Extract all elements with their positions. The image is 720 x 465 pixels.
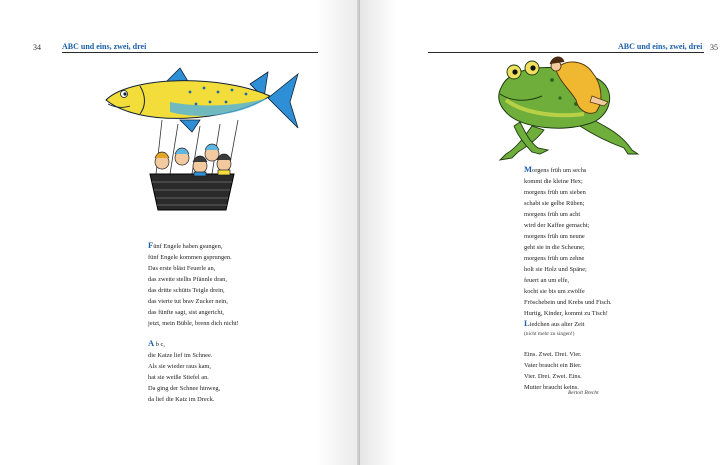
poem-line: da lief die Katz im Dreck. xyxy=(148,396,215,403)
page-number: 34 xyxy=(33,43,41,52)
poem-line: die Katze lief im Schnee. xyxy=(148,352,213,359)
poem-line: kocht sie bis um zwölfe xyxy=(524,288,585,295)
poem-line: das vierte tut brav Zucker nein, xyxy=(148,298,228,305)
poem-line: Da ging der Schnee hinweg, xyxy=(148,385,221,392)
poem-line: das fünfte sagt, sist angericht, xyxy=(148,309,224,316)
poem-line: Eins. Zwei. Drei. Vier. xyxy=(524,351,582,358)
page-number: 35 xyxy=(710,43,718,52)
poem-line: geht sie in die Scheune; xyxy=(524,244,585,251)
poem-line: wird der Kaffee gemacht; xyxy=(524,222,590,229)
dropcap: L xyxy=(524,318,530,328)
poem-line: morgens früh um neune xyxy=(524,233,585,240)
dropcap: F xyxy=(148,240,154,250)
poem-line: das zweite stellts Pfännle dran, xyxy=(148,276,227,283)
poem-subtitle: (nicht mehr zu singen!) xyxy=(524,331,575,337)
poem-line: fünf Engele kommen gsprungen. xyxy=(148,254,232,261)
poem-first-line: Fünf Engele haben gsungen, xyxy=(148,240,223,250)
poem-line: das dritte schütts Teigle drein, xyxy=(148,287,225,294)
poem-line: Das erste bläst Feuerle an, xyxy=(148,265,216,272)
right-page xyxy=(360,0,720,465)
poem-fuenf-engele xyxy=(148,240,239,329)
stanza-spacer xyxy=(524,339,585,349)
header-rule xyxy=(428,52,704,53)
dropcap: A xyxy=(148,338,155,348)
poem-abc xyxy=(148,338,220,405)
poem-author: Bertolt Brecht xyxy=(568,390,599,396)
poem-title: Liedchen aus alter Zeit xyxy=(524,318,585,328)
frog-witch-illustration xyxy=(492,56,642,164)
poem-line: Hurtig, Kinder, kommt zu Tisch! xyxy=(524,310,608,317)
fish-balloon-illustration xyxy=(100,62,300,222)
poem-line: morgens früh um zehne xyxy=(524,255,585,262)
header-rule xyxy=(62,52,318,53)
poem-line: morgens früh um acht xyxy=(524,211,581,218)
poem-line: Vier. Drei. Zwei. Eins. xyxy=(524,373,582,380)
poem-line: hat sie weiße Stiefel an. xyxy=(148,374,209,381)
poem-first-line: Morgens früh um sechs xyxy=(524,164,587,174)
poem-hex xyxy=(524,164,612,319)
poem-first-line: A b c, xyxy=(148,338,165,348)
poem-line: Fröschebein und Krebs und Fisch. xyxy=(524,299,612,306)
poem-liedchen xyxy=(524,318,585,393)
running-head: ABC und eins, zwei, drei xyxy=(62,42,147,51)
poem-line: holt sie Holz und Späne; xyxy=(524,266,587,273)
running-head: ABC und eins, zwei, drei xyxy=(618,42,703,51)
poem-line: Vater braucht ein Bier. xyxy=(524,362,582,369)
poem-line: Als sie wieder raus kam, xyxy=(148,363,212,370)
dropcap: M xyxy=(524,164,533,174)
poem-line: feuert an um elfe, xyxy=(524,277,570,284)
poem-line: schabt sie gelbe Rüben; xyxy=(524,200,585,207)
poem-line: jetzt, mein Büble, brenn dich nicht! xyxy=(148,320,239,327)
poem-line: kommt die kleine Hex; xyxy=(524,178,583,185)
poem-line: Mutter braucht keins. xyxy=(524,384,579,391)
poem-line: morgens früh um sieben xyxy=(524,189,586,196)
